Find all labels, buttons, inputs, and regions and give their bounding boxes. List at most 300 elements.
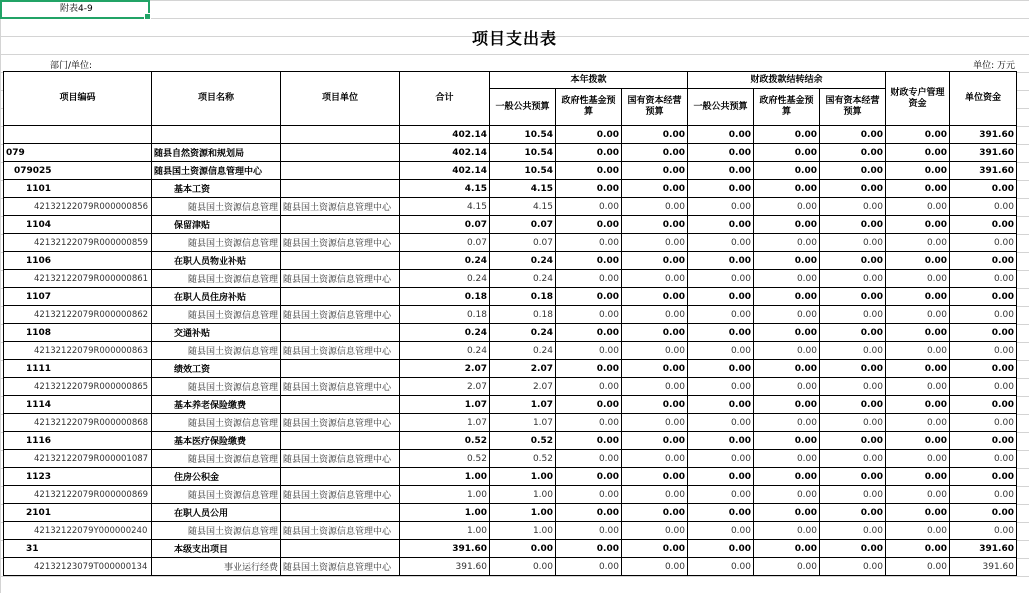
cell-code[interactable]: 42132122079Y000000240: [4, 522, 152, 540]
cell-value[interactable]: 0.00: [754, 180, 820, 198]
cell-value[interactable]: 0.24: [490, 342, 556, 360]
cell-value[interactable]: 0.00: [622, 126, 688, 144]
cell-value[interactable]: 0.00: [820, 162, 886, 180]
cell-value[interactable]: 0.00: [622, 360, 688, 378]
cell-value[interactable]: 0.00: [820, 252, 886, 270]
cell-name[interactable]: 随县国土资源信息管理: [152, 414, 281, 432]
cell-value[interactable]: 0.00: [688, 324, 754, 342]
cell-value[interactable]: 0.00: [950, 306, 1017, 324]
cell-value[interactable]: 0.00: [490, 558, 556, 576]
cell-value[interactable]: 0.00: [622, 486, 688, 504]
cell-name[interactable]: 绩效工资: [152, 360, 281, 378]
cell-value[interactable]: 0.00: [556, 126, 622, 144]
cell-value[interactable]: 0.00: [754, 162, 820, 180]
cell-code[interactable]: 1106: [4, 252, 152, 270]
cell-name[interactable]: 本级支出项目: [152, 540, 281, 558]
cell-value[interactable]: 0.00: [622, 234, 688, 252]
cell-unit[interactable]: [281, 288, 400, 306]
cell-value[interactable]: 0.00: [622, 144, 688, 162]
cell-value[interactable]: 0.00: [688, 522, 754, 540]
cell-value[interactable]: 0.00: [886, 558, 950, 576]
cell-value[interactable]: 0.00: [886, 270, 950, 288]
cell-value[interactable]: 0.00: [820, 126, 886, 144]
cell-value[interactable]: 0.00: [688, 360, 754, 378]
cell-value[interactable]: 0.00: [688, 162, 754, 180]
cell-value[interactable]: 0.00: [556, 162, 622, 180]
cell-value[interactable]: 391.60: [400, 558, 490, 576]
cell-value[interactable]: 0.00: [622, 468, 688, 486]
cell-value[interactable]: 0.00: [886, 126, 950, 144]
cell-value[interactable]: 0.00: [688, 378, 754, 396]
cell-value[interactable]: 1.00: [490, 486, 556, 504]
cell-value[interactable]: 0.00: [886, 180, 950, 198]
cell-value[interactable]: 1.07: [400, 414, 490, 432]
cell-unit[interactable]: [281, 216, 400, 234]
cell-value[interactable]: 0.00: [820, 396, 886, 414]
cell-value[interactable]: 0.00: [950, 288, 1017, 306]
cell-name[interactable]: 事业运行经费: [152, 558, 281, 576]
cell-name[interactable]: 在职人员住房补贴: [152, 288, 281, 306]
cell-value[interactable]: 0.00: [820, 288, 886, 306]
cell-value[interactable]: 0.00: [820, 216, 886, 234]
cell-name[interactable]: 随县国土资源信息管理中心: [152, 162, 281, 180]
cell-code[interactable]: 079025: [4, 162, 152, 180]
cell-value[interactable]: 0.24: [490, 324, 556, 342]
cell-value[interactable]: 0.00: [820, 324, 886, 342]
cell-value[interactable]: 0.00: [886, 396, 950, 414]
cell-value[interactable]: 0.00: [950, 180, 1017, 198]
cell-value[interactable]: 4.15: [490, 180, 556, 198]
cell-value[interactable]: 0.00: [820, 432, 886, 450]
cell-name[interactable]: 随县国土资源信息管理: [152, 378, 281, 396]
cell-value[interactable]: 10.54: [490, 126, 556, 144]
cell-value[interactable]: 0.00: [950, 324, 1017, 342]
cell-value[interactable]: 0.00: [886, 468, 950, 486]
cell-value[interactable]: 0.00: [820, 540, 886, 558]
cell-code[interactable]: 1123: [4, 468, 152, 486]
cell-unit[interactable]: 随县国土资源信息管理中心: [281, 486, 400, 504]
cell-value[interactable]: 0.00: [556, 378, 622, 396]
cell-name[interactable]: 基本医疗保险缴费: [152, 432, 281, 450]
cell-name[interactable]: 基本养老保险缴费: [152, 396, 281, 414]
cell-value[interactable]: 0.00: [688, 216, 754, 234]
cell-value[interactable]: 0.00: [622, 396, 688, 414]
cell-value[interactable]: 0.00: [688, 270, 754, 288]
cell-value[interactable]: 2.07: [400, 378, 490, 396]
cell-value[interactable]: 0.00: [754, 540, 820, 558]
cell-code[interactable]: 1108: [4, 324, 152, 342]
cell-value[interactable]: 0.00: [950, 504, 1017, 522]
cell-value[interactable]: 0.00: [820, 360, 886, 378]
cell-value[interactable]: 0.00: [556, 450, 622, 468]
cell-name[interactable]: 随县国土资源信息管理: [152, 270, 281, 288]
cell-value[interactable]: 0.52: [490, 432, 556, 450]
cell-name[interactable]: 保留津贴: [152, 216, 281, 234]
cell-unit[interactable]: [281, 180, 400, 198]
cell-unit[interactable]: [281, 504, 400, 522]
cell-value[interactable]: 1.00: [400, 522, 490, 540]
cell-value[interactable]: 0.00: [950, 432, 1017, 450]
cell-value[interactable]: 0.00: [950, 234, 1017, 252]
cell-value[interactable]: 0.00: [556, 324, 622, 342]
cell-value[interactable]: 0.00: [754, 198, 820, 216]
cell-value[interactable]: 0.00: [556, 522, 622, 540]
cell-value[interactable]: 2.07: [400, 360, 490, 378]
cell-name[interactable]: 基本工资: [152, 180, 281, 198]
cell-value[interactable]: 0.00: [556, 486, 622, 504]
cell-value[interactable]: 0.00: [886, 198, 950, 216]
cell-value[interactable]: 0.00: [820, 504, 886, 522]
cell-value[interactable]: 391.60: [950, 126, 1017, 144]
cell-value[interactable]: 0.24: [400, 270, 490, 288]
cell-code[interactable]: 1114: [4, 396, 152, 414]
cell-code[interactable]: 42132123079T000000134: [4, 558, 152, 576]
cell-name[interactable]: 随县国土资源信息管理: [152, 342, 281, 360]
cell-code[interactable]: 1116: [4, 432, 152, 450]
cell-value[interactable]: 0.00: [754, 270, 820, 288]
cell-value[interactable]: 0.00: [754, 324, 820, 342]
cell-value[interactable]: 0.00: [688, 144, 754, 162]
cell-value[interactable]: 402.14: [400, 126, 490, 144]
cell-unit[interactable]: 随县国土资源信息管理中心: [281, 342, 400, 360]
cell-value[interactable]: 0.00: [820, 180, 886, 198]
cell-value[interactable]: 0.00: [950, 216, 1017, 234]
cell-value[interactable]: 0.00: [622, 252, 688, 270]
cell-value[interactable]: 0.00: [754, 432, 820, 450]
cell-unit[interactable]: [281, 540, 400, 558]
cell-value[interactable]: 0.24: [400, 324, 490, 342]
cell-value[interactable]: 391.60: [950, 558, 1017, 576]
cell-unit[interactable]: 随县国土资源信息管理中心: [281, 558, 400, 576]
cell-code[interactable]: 1104: [4, 216, 152, 234]
cell-value[interactable]: 0.00: [688, 198, 754, 216]
cell-value[interactable]: 391.60: [950, 540, 1017, 558]
cell-value[interactable]: 0.00: [754, 450, 820, 468]
cell-unit[interactable]: 随县国土资源信息管理中心: [281, 414, 400, 432]
cell-value[interactable]: 0.00: [490, 540, 556, 558]
cell-value[interactable]: 0.00: [688, 234, 754, 252]
cell-value[interactable]: 0.00: [556, 144, 622, 162]
cell-value[interactable]: 0.00: [820, 270, 886, 288]
cell-value[interactable]: 0.00: [886, 522, 950, 540]
cell-unit[interactable]: 随县国土资源信息管理中心: [281, 522, 400, 540]
cell-value[interactable]: 0.00: [622, 540, 688, 558]
cell-code[interactable]: 42132122079R000000863: [4, 342, 152, 360]
cell-value[interactable]: 0.00: [556, 540, 622, 558]
cell-value[interactable]: 0.00: [556, 216, 622, 234]
cell-value[interactable]: 0.00: [754, 144, 820, 162]
cell-value[interactable]: 0.00: [622, 450, 688, 468]
cell-name[interactable]: 随县国土资源信息管理: [152, 522, 281, 540]
cell-value[interactable]: 0.00: [886, 144, 950, 162]
cell-value[interactable]: 0.00: [622, 432, 688, 450]
cell-value[interactable]: 0.00: [820, 558, 886, 576]
cell-value[interactable]: 0.52: [400, 450, 490, 468]
cell-value[interactable]: 0.00: [886, 306, 950, 324]
cell-value[interactable]: 0.00: [622, 306, 688, 324]
cell-value[interactable]: 0.00: [950, 378, 1017, 396]
selected-cell[interactable]: [0, 0, 150, 19]
cell-value[interactable]: 0.00: [556, 396, 622, 414]
cell-value[interactable]: 0.00: [886, 342, 950, 360]
cell-code[interactable]: 1111: [4, 360, 152, 378]
cell-value[interactable]: 0.00: [556, 504, 622, 522]
cell-value[interactable]: 0.00: [688, 126, 754, 144]
cell-value[interactable]: 0.00: [556, 252, 622, 270]
cell-value[interactable]: 0.00: [754, 288, 820, 306]
cell-value[interactable]: 0.00: [556, 468, 622, 486]
cell-value[interactable]: 4.15: [400, 198, 490, 216]
cell-value[interactable]: 0.00: [622, 324, 688, 342]
cell-code[interactable]: 42132122079R000000865: [4, 378, 152, 396]
cell-value[interactable]: 0.00: [820, 522, 886, 540]
cell-value[interactable]: 0.00: [886, 252, 950, 270]
cell-value[interactable]: 1.00: [490, 522, 556, 540]
cell-value[interactable]: 0.00: [688, 180, 754, 198]
cell-value[interactable]: 0.00: [754, 252, 820, 270]
cell-value[interactable]: 0.00: [688, 288, 754, 306]
cell-value[interactable]: 0.00: [754, 234, 820, 252]
cell-value[interactable]: 0.18: [400, 288, 490, 306]
cell-value[interactable]: 1.07: [490, 414, 556, 432]
cell-value[interactable]: 0.00: [754, 216, 820, 234]
cell-value[interactable]: 391.60: [950, 144, 1017, 162]
cell-value[interactable]: 0.18: [490, 288, 556, 306]
cell-value[interactable]: 0.00: [688, 252, 754, 270]
cell-value[interactable]: 0.00: [820, 198, 886, 216]
cell-value[interactable]: 0.00: [950, 396, 1017, 414]
cell-value[interactable]: 0.00: [688, 342, 754, 360]
cell-value[interactable]: 4.15: [490, 198, 556, 216]
cell-value[interactable]: 0.00: [820, 486, 886, 504]
cell-value[interactable]: 0.00: [754, 342, 820, 360]
cell-value[interactable]: 4.15: [400, 180, 490, 198]
cell-name[interactable]: 随县自然资源和规划局: [152, 144, 281, 162]
cell-value[interactable]: 0.00: [950, 270, 1017, 288]
cell-value[interactable]: 0.00: [688, 540, 754, 558]
cell-value[interactable]: 0.00: [950, 468, 1017, 486]
cell-name[interactable]: 随县国土资源信息管理: [152, 234, 281, 252]
cell-value[interactable]: 0.00: [688, 504, 754, 522]
cell-code[interactable]: 1107: [4, 288, 152, 306]
cell-value[interactable]: 0.00: [950, 360, 1017, 378]
cell-code[interactable]: 079: [4, 144, 152, 162]
cell-value[interactable]: 0.00: [950, 522, 1017, 540]
cell-code[interactable]: 42132122079R000000856: [4, 198, 152, 216]
cell-value[interactable]: 0.00: [622, 558, 688, 576]
cell-value[interactable]: 0.24: [490, 252, 556, 270]
cell-name[interactable]: 在职人员物业补贴: [152, 252, 281, 270]
cell-unit[interactable]: [281, 126, 400, 144]
cell-value[interactable]: 0.00: [820, 414, 886, 432]
cell-value[interactable]: 1.00: [400, 468, 490, 486]
cell-unit[interactable]: 随县国土资源信息管理中心: [281, 234, 400, 252]
cell-unit[interactable]: 随县国土资源信息管理中心: [281, 270, 400, 288]
cell-value[interactable]: 0.00: [754, 414, 820, 432]
cell-value[interactable]: 0.00: [950, 198, 1017, 216]
cell-value[interactable]: 0.00: [820, 144, 886, 162]
cell-code[interactable]: [4, 126, 152, 144]
cell-value[interactable]: 0.00: [688, 450, 754, 468]
cell-value[interactable]: 0.00: [886, 216, 950, 234]
cell-unit[interactable]: [281, 432, 400, 450]
cell-value[interactable]: 0.00: [950, 252, 1017, 270]
cell-value[interactable]: 0.00: [820, 234, 886, 252]
cell-value[interactable]: 0.00: [688, 306, 754, 324]
cell-value[interactable]: 0.00: [886, 288, 950, 306]
cell-value[interactable]: 1.00: [490, 468, 556, 486]
cell-name[interactable]: 随县国土资源信息管理: [152, 486, 281, 504]
fill-handle[interactable]: [144, 13, 151, 20]
cell-value[interactable]: 0.00: [556, 198, 622, 216]
cell-value[interactable]: 1.00: [400, 504, 490, 522]
cell-value[interactable]: 0.52: [400, 432, 490, 450]
cell-value[interactable]: 0.00: [754, 126, 820, 144]
cell-value[interactable]: 0.07: [400, 234, 490, 252]
cell-name[interactable]: [152, 126, 281, 144]
cell-value[interactable]: 0.00: [622, 414, 688, 432]
cell-value[interactable]: 0.00: [556, 306, 622, 324]
cell-value[interactable]: 0.00: [886, 450, 950, 468]
cell-value[interactable]: 1.07: [400, 396, 490, 414]
cell-value[interactable]: 0.07: [490, 216, 556, 234]
cell-value[interactable]: 0.00: [622, 342, 688, 360]
cell-value[interactable]: 0.00: [886, 486, 950, 504]
cell-value[interactable]: 0.00: [556, 432, 622, 450]
cell-value[interactable]: 0.00: [688, 432, 754, 450]
cell-value[interactable]: 0.00: [886, 540, 950, 558]
cell-value[interactable]: 0.00: [622, 198, 688, 216]
cell-value[interactable]: 0.24: [400, 342, 490, 360]
cell-value[interactable]: 0.00: [688, 396, 754, 414]
cell-value[interactable]: 0.00: [950, 450, 1017, 468]
cell-value[interactable]: 0.52: [490, 450, 556, 468]
cell-value[interactable]: 391.60: [400, 540, 490, 558]
cell-name[interactable]: 在职人员公用: [152, 504, 281, 522]
cell-value[interactable]: 0.00: [622, 180, 688, 198]
cell-code[interactable]: 31: [4, 540, 152, 558]
cell-unit[interactable]: 随县国土资源信息管理中心: [281, 378, 400, 396]
cell-value[interactable]: 402.14: [400, 144, 490, 162]
cell-value[interactable]: 0.24: [490, 270, 556, 288]
cell-unit[interactable]: [281, 468, 400, 486]
cell-unit[interactable]: [281, 144, 400, 162]
cell-code[interactable]: 2101: [4, 504, 152, 522]
cell-value[interactable]: 0.00: [754, 360, 820, 378]
cell-value[interactable]: 0.00: [622, 162, 688, 180]
cell-value[interactable]: 391.60: [950, 162, 1017, 180]
cell-value[interactable]: 0.00: [556, 180, 622, 198]
cell-value[interactable]: 2.07: [490, 378, 556, 396]
cell-name[interactable]: 交通补贴: [152, 324, 281, 342]
cell-name[interactable]: 住房公积金: [152, 468, 281, 486]
cell-value[interactable]: 0.00: [820, 342, 886, 360]
cell-value[interactable]: 0.00: [886, 378, 950, 396]
cell-value[interactable]: 0.00: [556, 414, 622, 432]
cell-value[interactable]: 0.00: [688, 486, 754, 504]
cell-value[interactable]: 0.07: [490, 234, 556, 252]
cell-value[interactable]: 0.00: [688, 558, 754, 576]
cell-value[interactable]: 0.00: [754, 486, 820, 504]
cell-value[interactable]: 0.00: [688, 414, 754, 432]
cell-value[interactable]: 0.00: [556, 288, 622, 306]
cell-value[interactable]: 0.00: [820, 450, 886, 468]
cell-value[interactable]: 0.00: [754, 378, 820, 396]
cell-value[interactable]: 2.07: [490, 360, 556, 378]
cell-unit[interactable]: 随县国土资源信息管理中心: [281, 198, 400, 216]
cell-value[interactable]: 0.00: [622, 378, 688, 396]
cell-name[interactable]: 随县国土资源信息管理: [152, 450, 281, 468]
cell-value[interactable]: 0.00: [950, 342, 1017, 360]
cell-code[interactable]: 42132122079R000000859: [4, 234, 152, 252]
cell-value[interactable]: 10.54: [490, 144, 556, 162]
cell-value[interactable]: 0.00: [886, 414, 950, 432]
cell-value[interactable]: 1.00: [400, 486, 490, 504]
cell-value[interactable]: 0.00: [820, 306, 886, 324]
cell-value[interactable]: 10.54: [490, 162, 556, 180]
cell-value[interactable]: 1.07: [490, 396, 556, 414]
cell-unit[interactable]: [281, 360, 400, 378]
cell-value[interactable]: 0.00: [820, 468, 886, 486]
cell-unit[interactable]: [281, 396, 400, 414]
cell-value[interactable]: 0.00: [754, 468, 820, 486]
cell-value[interactable]: 0.00: [886, 360, 950, 378]
cell-value[interactable]: 0.00: [950, 486, 1017, 504]
cell-unit[interactable]: [281, 162, 400, 180]
cell-code[interactable]: 42132122079R000000862: [4, 306, 152, 324]
cell-value[interactable]: 0.00: [886, 504, 950, 522]
cell-unit[interactable]: [281, 324, 400, 342]
cell-value[interactable]: 0.18: [490, 306, 556, 324]
cell-value[interactable]: 0.00: [556, 234, 622, 252]
cell-value[interactable]: 0.07: [400, 216, 490, 234]
cell-value[interactable]: 0.00: [754, 522, 820, 540]
cell-code[interactable]: 1101: [4, 180, 152, 198]
cell-code[interactable]: 42132122079R000000869: [4, 486, 152, 504]
cell-code[interactable]: 42132122079R000000868: [4, 414, 152, 432]
cell-value[interactable]: 0.00: [622, 522, 688, 540]
cell-value[interactable]: 0.00: [622, 270, 688, 288]
cell-value[interactable]: 0.00: [886, 234, 950, 252]
cell-value[interactable]: 0.00: [622, 504, 688, 522]
cell-name[interactable]: 随县国土资源信息管理: [152, 198, 281, 216]
cell-value[interactable]: 0.00: [754, 396, 820, 414]
cell-value[interactable]: 402.14: [400, 162, 490, 180]
cell-unit[interactable]: 随县国土资源信息管理中心: [281, 306, 400, 324]
cell-name[interactable]: 随县国土资源信息管理: [152, 306, 281, 324]
cell-value[interactable]: 0.00: [820, 378, 886, 396]
cell-value[interactable]: 0.00: [556, 360, 622, 378]
cell-code[interactable]: 42132122079R000000861: [4, 270, 152, 288]
cell-value[interactable]: 0.00: [688, 468, 754, 486]
cell-value[interactable]: 0.18: [400, 306, 490, 324]
cell-value[interactable]: 0.00: [556, 270, 622, 288]
cell-value[interactable]: 0.00: [622, 288, 688, 306]
cell-value[interactable]: 1.00: [490, 504, 556, 522]
cell-value[interactable]: 0.00: [622, 216, 688, 234]
cell-value[interactable]: 0.00: [886, 432, 950, 450]
cell-value[interactable]: 0.00: [950, 414, 1017, 432]
cell-value[interactable]: 0.00: [886, 162, 950, 180]
cell-value[interactable]: 0.00: [754, 504, 820, 522]
cell-value[interactable]: 0.00: [886, 324, 950, 342]
cell-code[interactable]: 42132122079R000001087: [4, 450, 152, 468]
cell-value[interactable]: 0.00: [556, 558, 622, 576]
cell-value[interactable]: 0.00: [754, 306, 820, 324]
cell-value[interactable]: 0.00: [754, 558, 820, 576]
cell-unit[interactable]: [281, 252, 400, 270]
cell-value[interactable]: 0.24: [400, 252, 490, 270]
